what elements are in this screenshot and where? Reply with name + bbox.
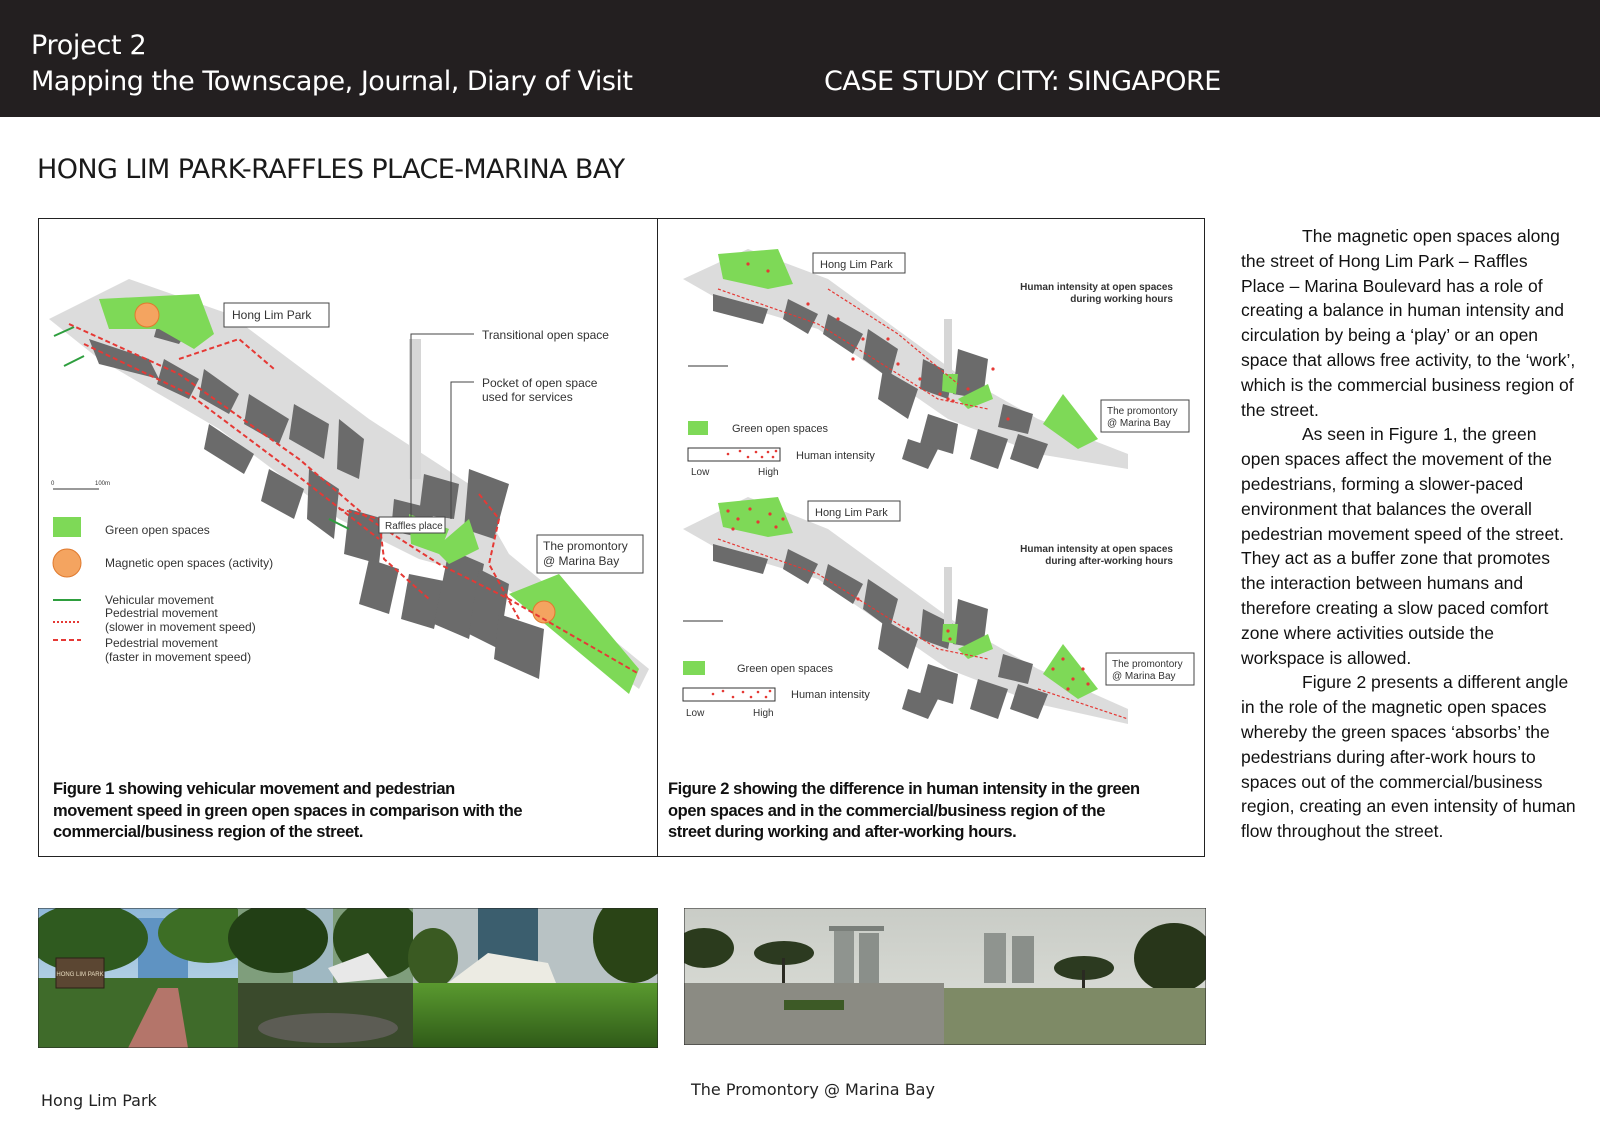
figure1-caption (53, 779, 533, 844)
body-paragraph-3: Figure 2 presents a different angle in the role of the magnetic open spaces whereby the green spaces ‘absorbs’ the pedestrians during after-work hours to spaces out of the commercial/business region, creating an even intensity of human flow throughout the street. (1241, 672, 1576, 842)
figure2-caption-lead: Figure 2 (668, 780, 729, 798)
promontory-label-1: The promontory (543, 539, 628, 553)
body-paragraph-1: The magnetic open spaces along the street of Hong Lim Park – Raffles Place – Marina Boulevard has a role of creating a balance in human intensity and circulation by being a ‘play’ or an open space that allows free activity, to the ‘work’, which is the commercial business region of the street. (1241, 226, 1576, 420)
fig2-bot-title-1: Human intensity at open spaces (1020, 544, 1173, 555)
fig2-top-title-2: during working hours (1070, 294, 1173, 305)
case-study-label: CASE STUDY CITY: SINGAPORE (824, 66, 1221, 97)
figure2-caption (668, 779, 1148, 844)
fig2-bot-promontory-1: The promontory (1112, 659, 1183, 670)
fig2-bot-promontory-2: @ Marina Bay (1112, 671, 1176, 682)
promontory-photo-caption: The Promontory @ Marina Bay (691, 1080, 935, 1099)
fig2-top-legend-high: High (758, 467, 779, 478)
fig2-bot-legend-high: High (753, 708, 774, 719)
route-title: HONG LIM PARK-RAFFLES PLACE-MARINA BAY (37, 154, 625, 185)
project-subtitle: Mapping the Townscape, Journal, Diary of Visit (31, 66, 633, 97)
figure1-caption-lead: Figure 1 (53, 780, 114, 798)
hong-lim-photos (38, 908, 658, 1048)
raffles-label: Raffles place (385, 521, 443, 532)
pocket-label-2: used for services (482, 390, 573, 404)
legend-ped-fast-1: Pedestrial movement (105, 636, 218, 650)
figure1-panel (38, 218, 658, 857)
legend-green-label: Green open spaces (105, 523, 210, 537)
legend-magnetic-label: Magnetic open spaces (activity) (105, 556, 274, 570)
fig2-top-title-1: Human intensity at open spaces (1020, 282, 1173, 293)
fig2-top-hong-lim: Hong Lim Park (820, 259, 893, 271)
figure2-panel (657, 218, 1205, 857)
legend-magnetic-icon (53, 549, 81, 577)
scale-zero: 0 (51, 481, 55, 487)
body-paragraph-2: As seen in Figure 1, the green open spaces affect the movement of the pedestrians, forming a slower-paced environment that balances the overall pedestrian movement speed of the street. They act as a buffer zone that promotes the interaction between humans and therefore creating a slow paced comfort zone where activities outside the workspace is allowed. (1241, 424, 1564, 668)
project-label: Project 2 (31, 30, 147, 61)
fig2-bot-title-2: during after-working hours (1045, 556, 1173, 567)
pocket-label-1: Pocket of open space (482, 376, 598, 390)
legend-ped-slow-2: (slower in movement speed) (105, 620, 256, 634)
hong-lim-photo-caption: Hong Lim Park (41, 1091, 157, 1110)
promontory-label-2: @ Marina Bay (543, 554, 620, 568)
legend-ped-fast-2: (faster in movement speed) (105, 650, 252, 664)
fig2-bot-legend-low: Low (686, 708, 705, 719)
fig2-bot-hong-lim: Hong Lim Park (815, 507, 888, 519)
fig2-top-promontory-1: The promontory (1107, 406, 1178, 417)
fig2-bot-legend-green: Green open spaces (737, 663, 834, 675)
fig2-top-legend-intensity: Human intensity (796, 450, 875, 462)
hong-lim-sign-text: HONG LIM PARK (56, 972, 104, 978)
figure2-top-map (683, 249, 1189, 478)
body-text (1241, 224, 1576, 844)
figure1-caption-text: showing vehicular movement and pedestrian movement speed in green open spaces in comparison with the commercial/business region of the street. (53, 780, 523, 841)
promontory-photo-strip (684, 908, 1206, 1045)
figure2-maps (658, 219, 1206, 759)
figure2-caption-text: showing the difference in human intensity in the green open spaces and in the commercial/business region of the street during working and after-working hours. (668, 780, 1140, 841)
fig2-top-legend-green: Green open spaces (732, 423, 829, 435)
figure1-map (39, 219, 659, 759)
figure2-bottom-map (683, 497, 1194, 724)
fig2-top-promontory-2: @ Marina Bay (1107, 418, 1171, 429)
header-bar (0, 0, 1600, 117)
promontory-photos (684, 908, 1206, 1045)
legend-green-swatch (53, 517, 81, 537)
scale-end: 100m (95, 481, 111, 487)
legend-ped-slow-1: Pedestrial movement (105, 606, 218, 620)
hong-lim-label: Hong Lim Park (232, 308, 312, 322)
fig2-top-legend-low: Low (691, 467, 710, 478)
transitional-label: Transitional open space (482, 328, 609, 342)
fig2-bot-legend-intensity: Human intensity (791, 689, 870, 701)
hong-lim-photo-strip (38, 908, 658, 1048)
legend-vehicular-label: Vehicular movement (105, 593, 214, 607)
